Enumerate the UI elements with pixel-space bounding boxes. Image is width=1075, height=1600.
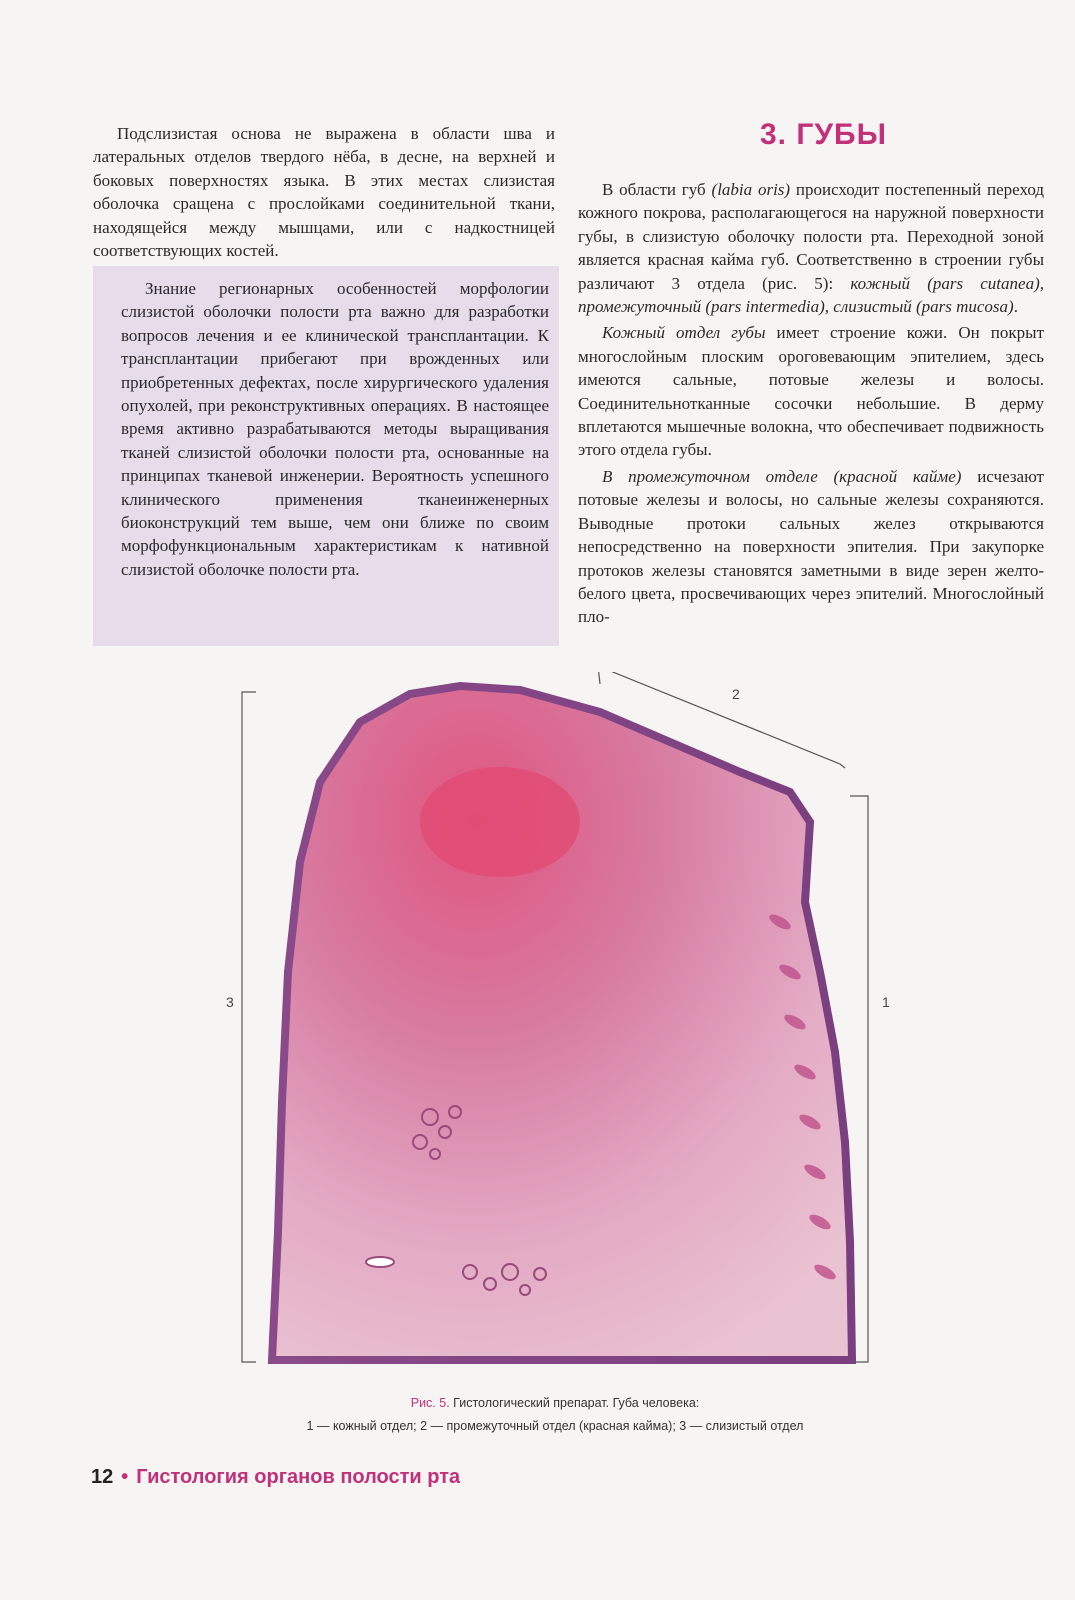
book-title: Гистология органов полости рта (136, 1466, 461, 1488)
label-1: 1 (882, 994, 890, 1010)
tissue-section (272, 686, 852, 1360)
histology-image (220, 672, 900, 1372)
tissue-core (420, 767, 580, 877)
figure-caption (140, 1392, 970, 1438)
duct (366, 1257, 394, 1267)
paragraph-intermediate-section: В промежуточном отделе (красной кайме) исчезают потовые железы и волосы, но сальные железы сохраняются. Выводные протоки сальных желез открываются непосредственно на поверхности эпителия. При закупорке протоков железы становятся заметными в виде зерен желто-белого цвета, просвечивающих через эпителий. Многослойный пло- (578, 466, 1044, 627)
page-number: 12 (91, 1466, 114, 1488)
page-footer (91, 1466, 460, 1489)
left-paragraph: Подслизистая основа не выражена в области шва и латеральных отделов твердого нёба, в десне, на верхней и боковых поверхностях языка. В этих местах слизистая оболочка сращена с прослойками соединительной ткани, находящейся между мышцами, или с надкостницей соответствующих костей. (93, 124, 555, 261)
right-column (578, 178, 1044, 632)
label-2: 2 (732, 686, 740, 702)
caption-lead: Рис. 5. (410, 1396, 450, 1410)
figure-histology (220, 672, 900, 1372)
section-title: 3. ГУБЫ (760, 118, 887, 151)
label-3: 3 (226, 994, 234, 1010)
highlight-paragraph: Знание регионарных особенностей морфологии слизистой оболочки полости рта важно для разработки вопросов лечения и ее клинической трансплантации. К трансплантации прибегают при врожденных или приобретенных дефектах, после хирургического удаления опухолей, при реконструктивных операциях. В настоящее время активно разрабатываются методы выращивания тканей слизистой оболочки полости рта, основанные на принципах тканевой инженерии. Вероятность успешного клинического применения тканеинженерных биоконструкций тем выше, чем они ближе по своим морфофункциональным характеристикам к нативной слизистой оболочке полости рта. (121, 279, 549, 579)
paragraph-intro: В области губ (labia oris) происходит постепенный переход кожного покрова, располагающегося на наружной поверхности губы, в слизистую оболочку полости рта. Переходной зоной является красная кайма губ. Соответственно в строении губы различают 3 отдела (рис. 5): кожный (pars cutanea), промежуточный (pars intermedia), слизистый (pars mucosa). (578, 180, 1044, 317)
caption-line1: Гистологический препарат. Губа человека: (449, 1396, 700, 1410)
caption-line2: 1 — кожный отдел; 2 — промежуточный отдел (красная кайма); 3 — слизистый отдел (306, 1419, 804, 1433)
bullet-separator: • (121, 1466, 129, 1488)
bracket-3 (242, 692, 256, 1362)
paragraph-skin-section: Кожный отдел губы имеет строение кожи. Он покрыт многослойным плоским ороговевающим эпителием, здесь имеются сальные, потовые железы и волосы. Соединительнотканные сосочки небольшие. В дерму вплетаются мышечные волокна, что обеспечивает подвижность этого отдела губы. (578, 323, 1044, 460)
